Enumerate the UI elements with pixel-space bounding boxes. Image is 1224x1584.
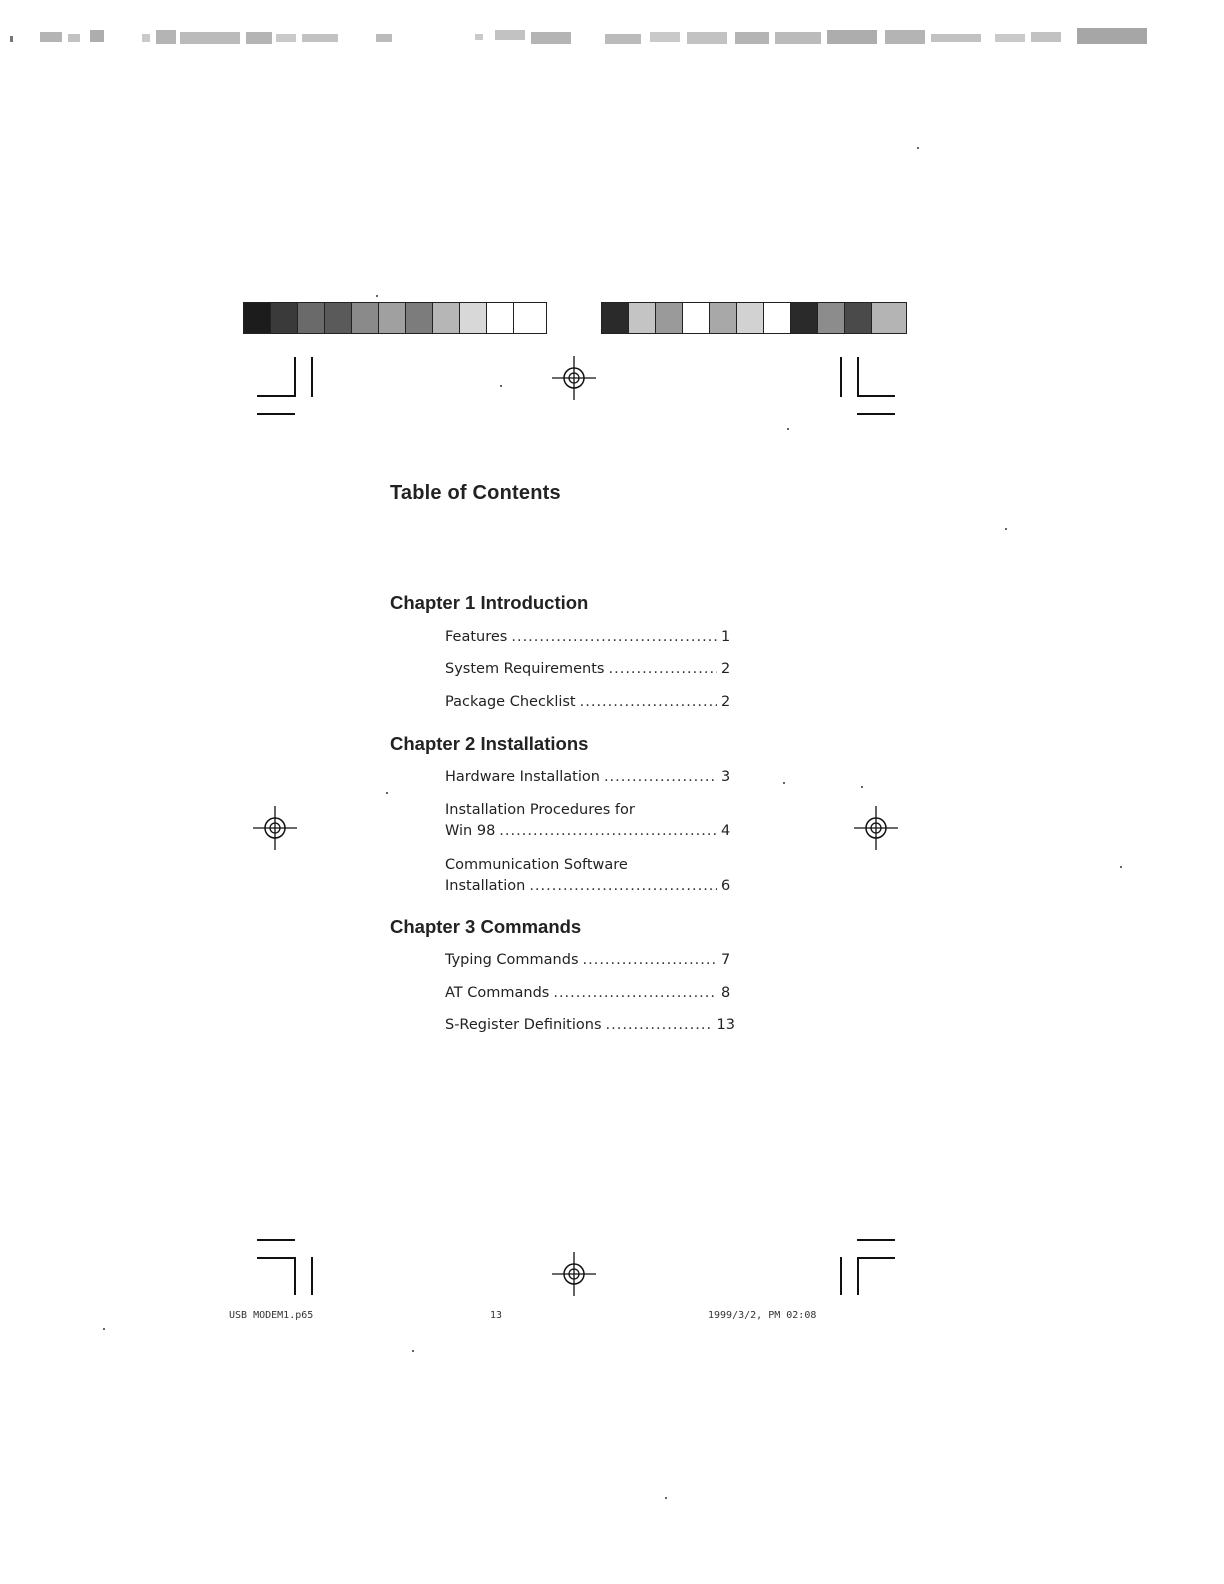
toc-entry-label: Features xyxy=(445,629,508,645)
crop-mark xyxy=(857,1257,859,1295)
leader-dots xyxy=(499,821,717,842)
swatch xyxy=(379,303,406,333)
speck xyxy=(917,147,919,149)
toc-entry xyxy=(445,800,735,842)
toc-entry-label: Package Checklist xyxy=(445,694,576,710)
swatch xyxy=(845,303,872,333)
toc-entry-label: AT Commands xyxy=(445,985,550,1001)
swatch xyxy=(710,303,737,333)
table-of-contents xyxy=(390,482,810,1033)
registration-mark-icon xyxy=(552,1252,596,1296)
toc-entry-label: System Requirements xyxy=(445,661,605,677)
toc-entry-first-line: Installation Procedures for xyxy=(445,802,635,818)
page-title: Table of Contents xyxy=(390,482,561,504)
swatch xyxy=(406,303,433,333)
color-bar-left xyxy=(243,302,547,334)
scan-noise-right-graphic xyxy=(465,22,1155,52)
leader-dots xyxy=(529,876,717,897)
crop-mark xyxy=(311,357,313,397)
chapter-heading: Chapter 3 Commands xyxy=(390,916,582,937)
swatch xyxy=(298,303,325,333)
toc-entry-label: Installation xyxy=(445,878,526,894)
crop-mark xyxy=(257,1239,295,1241)
scan-noise-left-graphic xyxy=(10,22,400,52)
speck xyxy=(500,385,502,387)
registration-mark-icon xyxy=(253,806,297,850)
toc-entry xyxy=(445,950,735,971)
speck xyxy=(787,428,789,430)
leader-dots xyxy=(606,1015,713,1036)
footer-page-number: 13 xyxy=(490,1310,503,1321)
swatch xyxy=(514,303,542,333)
toc-entry-page: 4 xyxy=(721,823,731,839)
crop-mark xyxy=(840,1257,842,1295)
crop-mark xyxy=(857,1257,895,1259)
swatch xyxy=(872,303,906,333)
leader-dots xyxy=(609,659,718,680)
swatch xyxy=(683,303,710,333)
toc-entry-page: 3 xyxy=(721,769,731,785)
chapter-heading: Chapter 1 Introduction xyxy=(390,592,589,613)
leader-dots xyxy=(604,767,717,788)
leader-dots xyxy=(583,950,718,971)
crop-mark xyxy=(857,357,859,397)
crop-mark xyxy=(857,413,895,415)
scan-noise-left xyxy=(10,22,400,52)
swatch xyxy=(244,303,271,333)
footer-timestamp: 1999/3/2, PM 02:08 xyxy=(708,1310,817,1321)
toc-entry-label: S-Register Definitions xyxy=(445,1017,602,1033)
crop-mark xyxy=(257,395,295,397)
swatch xyxy=(737,303,764,333)
toc-entry xyxy=(445,1015,735,1036)
speck xyxy=(1120,866,1122,868)
registration-mark-icon xyxy=(854,806,898,850)
toc-entry xyxy=(445,855,735,897)
toc-entry-page: 6 xyxy=(721,878,731,894)
toc-entry-page: 2 xyxy=(721,694,731,710)
swatch xyxy=(271,303,298,333)
scan-noise-right xyxy=(465,22,1155,52)
toc-entry-label: Hardware Installation xyxy=(445,769,600,785)
swatch xyxy=(602,303,629,333)
speck xyxy=(783,782,785,784)
speck xyxy=(861,786,863,788)
toc-entry xyxy=(445,767,735,788)
leader-dots xyxy=(511,627,717,648)
swatch xyxy=(460,303,487,333)
swatch xyxy=(791,303,818,333)
speck xyxy=(386,792,388,794)
toc-entry xyxy=(445,627,735,648)
speck xyxy=(412,1350,414,1352)
swatch xyxy=(764,303,791,333)
color-bar-right xyxy=(601,302,907,334)
speck xyxy=(665,1497,667,1499)
crop-mark xyxy=(294,357,296,397)
crop-mark xyxy=(857,1239,895,1241)
toc-entry-page: 8 xyxy=(721,985,731,1001)
swatch xyxy=(325,303,352,333)
crop-mark xyxy=(294,1257,296,1295)
swatch xyxy=(818,303,845,333)
toc-entry-page: 2 xyxy=(721,661,731,677)
toc-entry-page: 13 xyxy=(716,1017,735,1033)
footer-filename: USB MODEM1.p65 xyxy=(229,1310,314,1321)
crop-mark xyxy=(311,1257,313,1295)
swatch xyxy=(433,303,460,333)
registration-mark-icon xyxy=(552,356,596,400)
swatch xyxy=(352,303,379,333)
toc-entry-first-line: Communication Software xyxy=(445,857,628,873)
toc-entry xyxy=(445,692,735,713)
toc-entry xyxy=(445,659,735,680)
toc-entry-page: 7 xyxy=(721,952,731,968)
toc-entry-label: Typing Commands xyxy=(445,952,579,968)
crop-mark xyxy=(857,395,895,397)
speck xyxy=(103,1328,105,1330)
speck xyxy=(1005,528,1007,530)
chapter-heading: Chapter 2 Installations xyxy=(390,733,589,754)
toc-entry xyxy=(445,983,735,1004)
crop-mark xyxy=(257,1257,295,1259)
swatch xyxy=(629,303,656,333)
toc-entry-page: 1 xyxy=(721,629,731,645)
leader-dots xyxy=(580,692,717,713)
crop-mark xyxy=(840,357,842,397)
speck xyxy=(376,295,378,297)
swatch xyxy=(487,303,514,333)
swatch xyxy=(656,303,683,333)
leader-dots xyxy=(553,983,717,1004)
toc-entry-label: Win 98 xyxy=(445,823,496,839)
crop-mark xyxy=(257,413,295,415)
